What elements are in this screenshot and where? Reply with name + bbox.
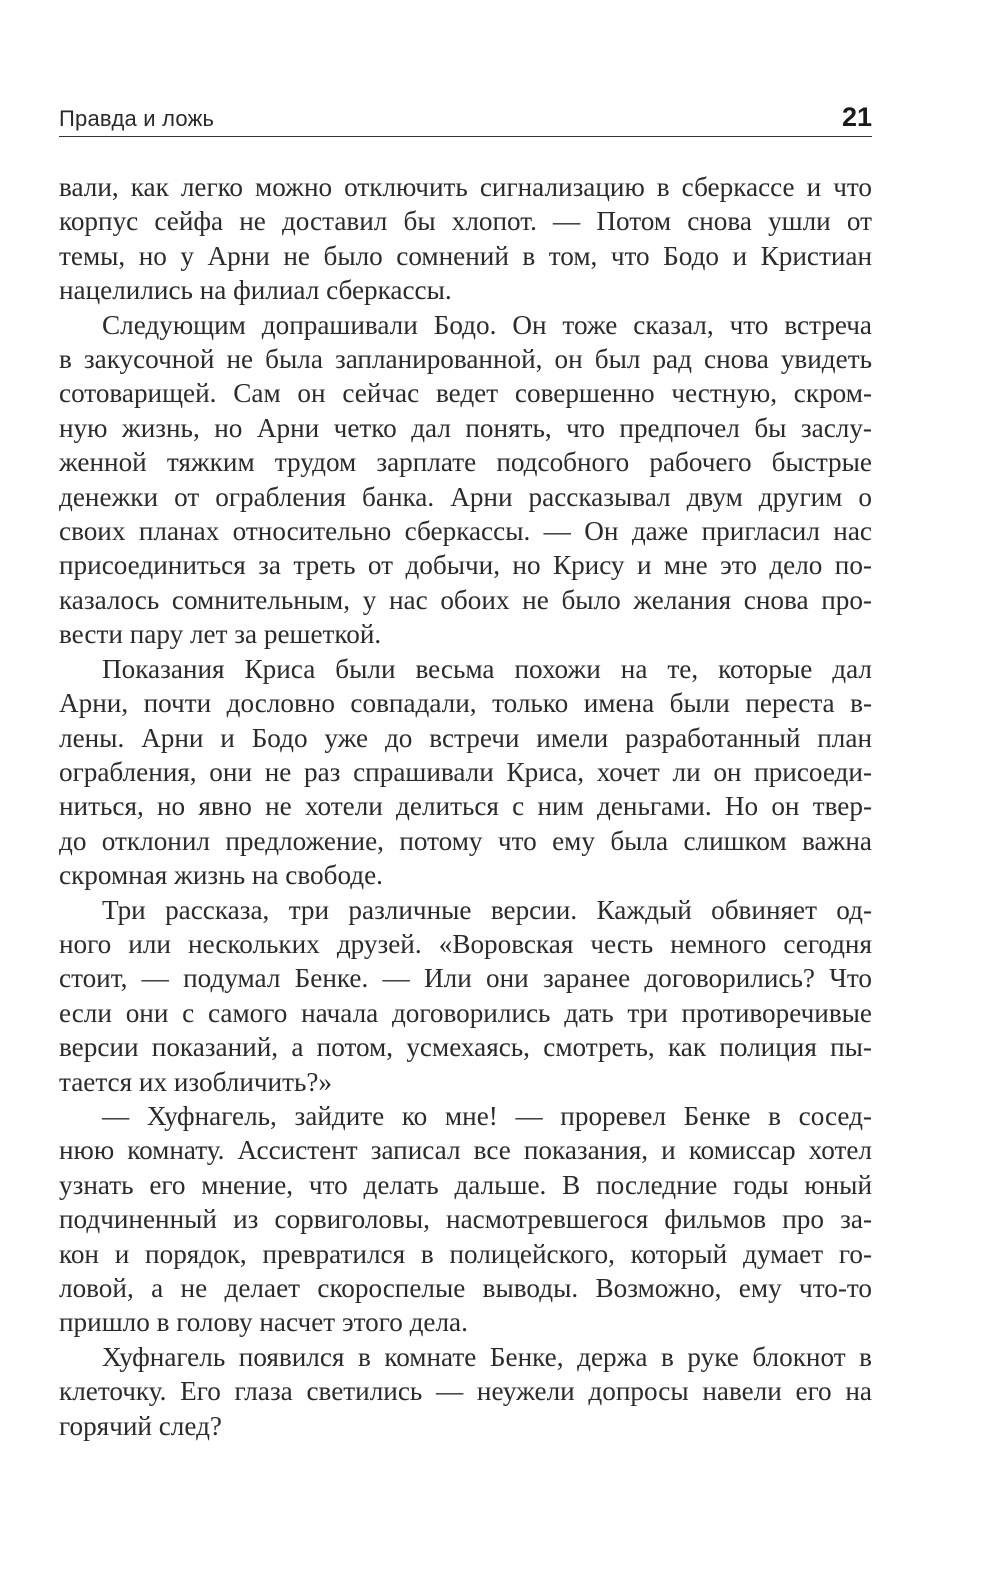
text-line: ного или нескольких друзей. «Воровская честь немного сегодня	[59, 928, 872, 959]
text-line: лены. Арни и Бодо уже до встречи имели разработанный план	[59, 722, 872, 753]
text-line: своих планах относительно сберкассы. — Он даже пригласил нас	[59, 516, 872, 547]
paragraph	[59, 652, 872, 893]
text-line: клеточку. Его глаза светились — неужели допросы навели его на	[59, 1376, 872, 1407]
text-line: женной тяжким трудом зарплате подсобного рабочего быстрые	[59, 447, 872, 478]
paragraph	[59, 170, 872, 308]
paragraph	[59, 308, 872, 652]
paragraph	[59, 1340, 872, 1443]
text-line: нацелились на филиал сберкассы.	[59, 275, 452, 306]
text-line: сотоварищей. Сам он сейчас ведет совершенно честную, скром-	[59, 378, 872, 409]
text-line: — Хуфнагель, зайдите ко мне! — проревел Бенке в сосед-	[102, 1100, 872, 1131]
text-line: ловой, а не делает скороспелые выводы. Возможно, ему что-то	[59, 1273, 872, 1303]
text-line: ограбления, они не раз спрашивали Криса, хочет ли он присоеди-	[59, 756, 872, 787]
text-line: Следующим допрашивали Бодо. Он тоже сказал, что встреча	[102, 309, 872, 340]
text-line: если они с самого начала договорились дать три противоречивые	[59, 997, 872, 1028]
text-line: тается их изобличить?»	[59, 1066, 333, 1097]
text-line: горячий след?	[59, 1410, 222, 1441]
text-line: вести пару лет за решеткой.	[59, 619, 382, 650]
text-line: Показания Криса были весьма похожи на те, которые дал	[102, 653, 872, 684]
text-line: в закусочной не была запланированной, он был рад снова увидеть	[59, 344, 872, 375]
running-title: Правда и ложь	[59, 106, 215, 131]
text-line: ную жизнь, но Арни четко дал понять, что предпочел бы заслу-	[59, 412, 872, 443]
text-line: казалось сомнительным, у нас обоих не было желания снова про-	[59, 584, 872, 615]
text-line: денежки от ограбления банка. Арни рассказывал двум другим о	[59, 481, 872, 512]
page-header	[59, 100, 872, 136]
text-line: Хуфнагель появился в комнате Бенке, держа в руке блокнот в	[102, 1341, 872, 1372]
paragraph	[59, 1099, 872, 1340]
body-text	[59, 170, 872, 1443]
header-divider	[59, 136, 872, 137]
text-line: присоединиться за треть от добычи, но Крису и мне это дело по-	[59, 550, 872, 581]
text-line: ниться, но явно не хотели делиться с ним деньгами. Но он твер-	[59, 791, 872, 822]
text-line: версии показаний, а потом, усмехаясь, смотреть, как полиция пы-	[59, 1032, 872, 1063]
paragraph	[59, 893, 872, 1099]
text-line: корпус сейфа не доставил бы хлопот. — Потом снова ушли от	[59, 206, 872, 237]
page-number: 21	[841, 102, 872, 132]
text-line: темы, но у Арни не было сомнений в том, что Бодо и Кристиан	[59, 240, 872, 271]
text-line: Три рассказа, три различные версии. Каждый обвиняет од-	[102, 894, 872, 925]
text-line: вали, как легко можно отключить сигнализацию в сберкассе и что	[59, 172, 872, 202]
text-line: узнать его мнение, что делать дальше. В последние годы юный	[59, 1169, 872, 1200]
text-line: стоит, — подумал Бенке. — Или они заранее договорились? Что	[59, 963, 872, 994]
text-line: Арни, почти дословно совпадали, только имена были переста в-	[59, 688, 872, 719]
text-line: до отклонил предложение, потому что ему была слишком важна	[59, 825, 872, 856]
text-line: пришло в голову насчет этого дела.	[59, 1307, 468, 1338]
text-line: нюю комнату. Ассистент записал все показания, и комиссар хотел	[59, 1135, 872, 1166]
text-line: скромная жизнь на свободе.	[59, 860, 383, 891]
text-line: подчиненный из сорвиголовы, насмотревшегося фильмов про за-	[59, 1204, 872, 1235]
text-line: кон и порядок, превратился в полицейского, который думает го-	[59, 1238, 872, 1269]
